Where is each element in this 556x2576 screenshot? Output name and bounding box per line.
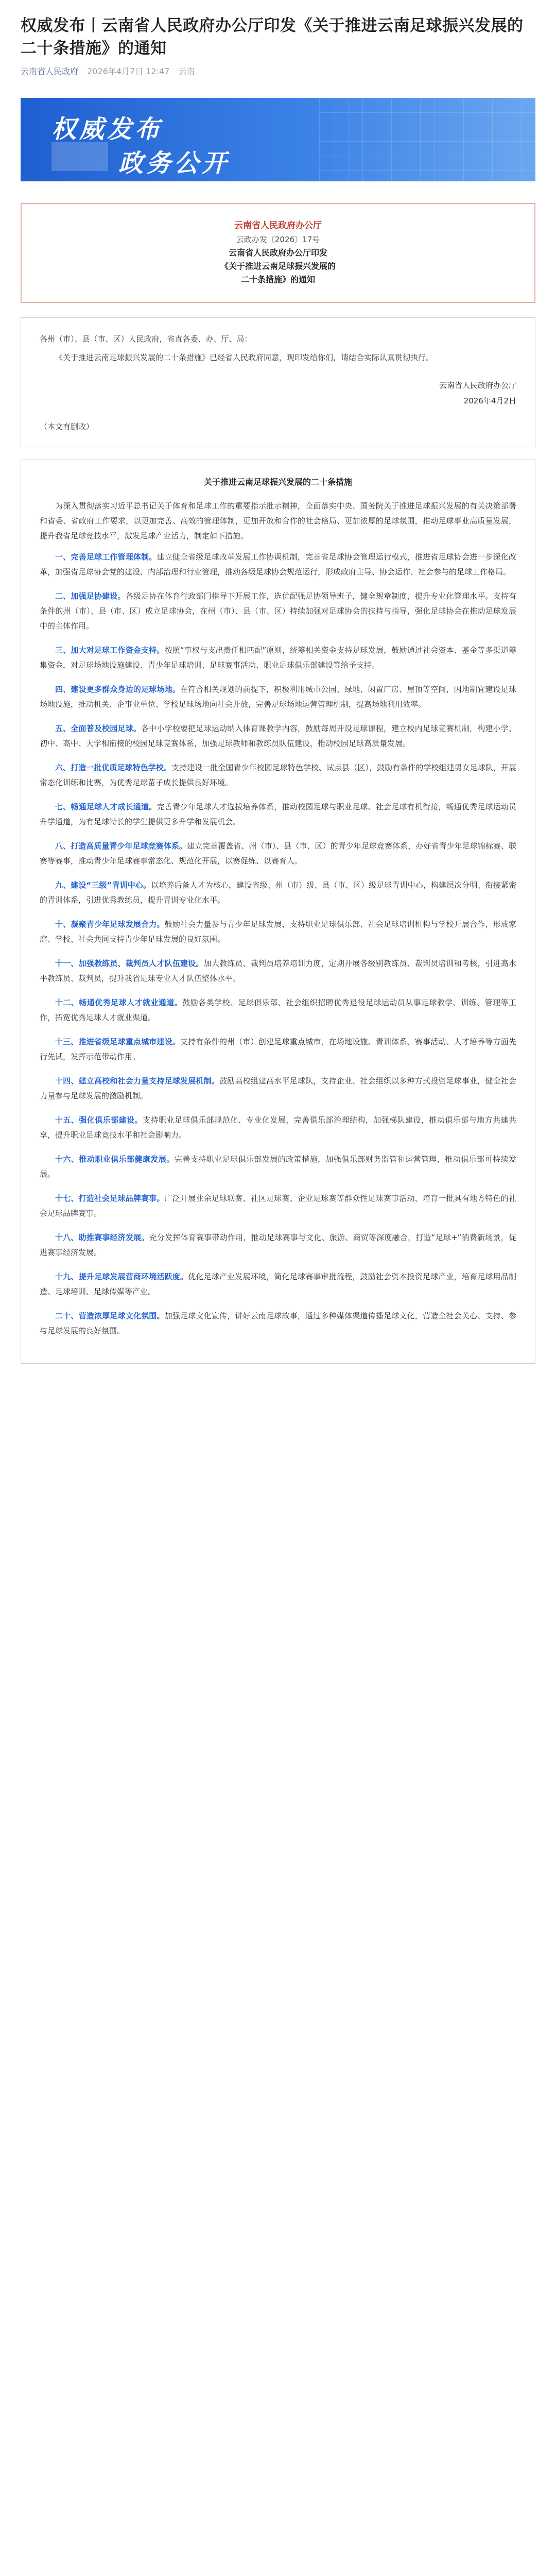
measure-item [40, 1035, 516, 1064]
banner-bar-decoration [51, 142, 108, 171]
article-time: 2026年4月7日 12:47 [87, 66, 170, 76]
measures-list [40, 550, 516, 1338]
measure-item-text: 鼓励各类学校、足球俱乐部、社会组织招聘优秀退役足球运动员从事足球教学、训练、管理等工作，拓宽优秀足球人才就业渠道。 [40, 998, 516, 1022]
measure-item-heading: 三、加大对足球工作资金支持。 [55, 646, 165, 655]
measure-item [40, 956, 516, 986]
document-issuer: 云南省人民政府办公厅 [234, 221, 322, 231]
banner-line-1: 权威发布 [51, 115, 163, 144]
measure-item-text: 支持职业足球俱乐部规范化、专业化发展，完善俱乐部治理结构，加强梯队建设，推动俱乐部与地方共建共享，提升职业足球竞技水平和社会影响力。 [40, 1115, 516, 1140]
notice-body [21, 317, 535, 447]
article-location: 云南 [178, 66, 195, 76]
measure-item-heading: 二、加强足协建设。 [55, 591, 126, 601]
measure-item-heading: 四、建设更多群众身边的足球场地。 [55, 685, 181, 694]
measure-item-heading: 十二、畅通优秀足球人才就业通道。 [55, 998, 183, 1007]
measures-section [21, 460, 535, 1364]
measure-item [40, 682, 516, 712]
measures-title: 关于推进云南足球振兴发展的二十条措施 [203, 477, 352, 487]
notice-date: 2026年4月2日 [463, 396, 516, 405]
measure-item-heading: 十三、推进省级足球重点城市建设。 [55, 1037, 181, 1046]
measure-item-text: 充分发挥体育赛事带动作用，推动足球赛事与文化、旅游、商贸等深度融合，打造“足球+”消费新场景，促进赛事经济发展。 [40, 1233, 516, 1257]
measure-item-heading: 十四、建立高校和社会力量支持足球发展机制。 [55, 1076, 219, 1086]
measure-item [40, 1309, 516, 1338]
document-title-line-3: 二十条措施》的通知 [240, 275, 315, 284]
document-header-card [21, 203, 535, 303]
measure-item [40, 800, 516, 829]
measure-item-heading: 六、打造一批优质足球特色学校。 [55, 763, 171, 772]
measure-item-text: 支持建设一批全国青少年校园足球特色学校、试点县（区），鼓励有条件的学校组建男女足球队，开展常态化训练和比赛，为优秀足球苗子成长提供良好环境。 [40, 763, 516, 787]
measure-item-text: 完善青少年足球人才选拔培养体系，推动校园足球与职业足球、社会足球有机衔接，畅通优秀足球运动员升学通道，为有足球特长的学生提供更多升学和发展机会。 [40, 802, 516, 826]
measure-item [40, 1074, 516, 1104]
measure-item-text: 加大教练员、裁判员培养培训力度，定期开展各级别教练员、裁判员培训和考核，引进高水平教练员、裁判员，提升我省足球专业人才队伍整体水平。 [40, 959, 516, 983]
notice-text: 《关于推进云南足球振兴发展的二十条措施》已经省人民政府同意，现印发给你们，请结合实际认真贯彻执行。 [55, 353, 434, 362]
measure-item-text: 建立健全省级足球改革发展工作协调机制，完善省足球协会管理运行模式，推进省足球协会进一步深化改革，加强省足球协会党的建设、内部治理和行业管理，推动各级足球协会规范运行，形成政府主导、协会运作、社会参与的足球工作格局。 [40, 552, 516, 577]
measure-item-heading: 八、打造高质量青少年足球竞赛体系。 [55, 841, 187, 851]
measure-item-heading: 十八、助推赛事经济发展。 [55, 1233, 149, 1242]
measure-item-heading: 五、全面普及校园足球。 [55, 724, 142, 733]
article-meta [0, 60, 556, 78]
measure-item [40, 643, 516, 673]
measure-item [40, 839, 516, 869]
measure-item-text: 鼓励高校组建高水平足球队，支持企业、社会组织以多种方式投资足球事业，健全社会力量参与足球发展的激励机制。 [40, 1076, 516, 1100]
measure-item [40, 917, 516, 947]
measure-item-text: 完善支持职业足球俱乐部发展的政策措施，加强俱乐部财务监管和运营管理，推动俱乐部可持续发展。 [40, 1155, 516, 1179]
measure-item-text: 以培养后备人才为核心，建设省级、州（市）级、县（市、区）级足球青训中心，构建层次分明、衔接紧密的青训体系，引进优秀教练员，提升青训专业化水平。 [40, 880, 516, 905]
measure-item-text: 按照“事权与支出责任相匹配”原则，统筹相关资金支持足球发展，鼓励通过社会资本、基金等多渠道筹集资金，对足球场地设施建设、青少年足球培训、足球赛事活动、职业足球俱乐部建设等给予支持。 [40, 646, 516, 670]
measure-item-text: 鼓励社会力量参与青少年足球发展，支持职业足球俱乐部、社会足球培训机构与学校开展合作，形成家庭、学校、社会共同支持青少年足球发展的良好氛围。 [40, 920, 516, 944]
measure-item-text: 各中小学校要把足球运动纳入体育课教学内容，鼓励每周开设足球课程，建立校内足球竞赛机制，构建小学、初中、高中、大学相衔接的校园足球竞赛体系，加强足球教师和教练员队伍建设，推动校园足球高质量发展。 [40, 724, 516, 748]
measure-item-heading: 七、畅通足球人才成长通道。 [55, 802, 157, 811]
document-number: 云政办发〔2026〕17号 [236, 235, 320, 244]
measure-item [40, 760, 516, 790]
measure-item-text: 优化足球产业发展环境，简化足球赛事审批流程，鼓励社会资本投资足球产业，培育足球用品制造、足球培训、足球传媒等产业。 [40, 1272, 516, 1296]
measure-item [40, 550, 516, 580]
notice-signer: 云南省人民政府办公厅 [439, 381, 516, 390]
measure-item-heading: 十九、提升足球发展营商环境活跃度。 [55, 1272, 188, 1281]
measure-item-heading: 十、凝聚青少年足球发展合力。 [55, 920, 165, 929]
notice-recipients: 各州（市）、县（市、区）人民政府，省直各委、办、厅、局： [40, 334, 252, 344]
banner-grid-decoration [319, 98, 535, 181]
authority-banner [21, 98, 535, 181]
measure-item [40, 1230, 516, 1260]
measure-item [40, 1152, 516, 1182]
measure-item-text: 在符合相关规划的前提下，积极利用城市公园、绿地、闲置厂房、屋顶等空间，因地制宜建设足球场地设施，推动机关、企事业单位、学校足球场地向社会开放，完善足球场地运营管理机制，提高场地利用效率。 [40, 685, 516, 709]
document-title-line-2: 《关于推进云南足球振兴发展的 [220, 261, 336, 271]
article-title: 权威发布丨云南省人民政府办公厅印发《关于推进云南足球振兴发展的二十条措施》的通知 [21, 16, 524, 58]
measure-item [40, 721, 516, 751]
document-title-line-1: 云南省人民政府办公厅印发 [228, 248, 327, 258]
measure-item-heading: 九、建设“三级”青训中心。 [55, 880, 151, 890]
measure-item-text: 广泛开展业余足球联赛、社区足球赛、企业足球赛等群众性足球赛事活动，培育一批具有地方特色的社会足球品牌赛事。 [40, 1194, 516, 1218]
measure-item-heading: 十六、推动职业俱乐部健康发展。 [55, 1155, 175, 1164]
measures-intro: 为深入贯彻落实习近平总书记关于体育和足球工作的重要指示批示精神，全面落实中央、国务院关于推进足球振兴发展的有关决策部署和省委、省政府工作要求，以更加完善、高效的管理体制，更加开放和合作的社会格局、更加浓厚的足球氛围，推动足球事业高质量发展，提升我省足球竞技水平，激发足球产业活力，制定如下措施。 [40, 501, 516, 540]
notice-edit-note: （本文有删改） [40, 422, 94, 431]
banner-line-2: 政务公开 [118, 149, 230, 178]
article-source-link[interactable]: 云南省人民政府 [21, 66, 79, 76]
measure-item [40, 1191, 516, 1221]
measure-item-text: 支持有条件的州（市）创建足球重点城市，在场地设施、青训体系、赛事活动、人才培养等方面先行先试，发挥示范带动作用。 [40, 1037, 516, 1061]
measure-item [40, 1113, 516, 1143]
measure-item-heading: 十五、强化俱乐部建设。 [55, 1115, 143, 1125]
measure-item [40, 589, 516, 634]
measure-item-text: 各级足协在体育行政部门指导下开展工作，选优配强足协领导班子，健全规章制度，提升专业化管理水平。支持有条件的州（市）、县（市、区）成立足球协会，在州（市）、县（市、区）持续加强对足球协会的扶持与指导，强化足球协会在推动足球发展中的主体作用。 [40, 591, 516, 631]
measure-item-heading: 二十、营造浓厚足球文化氛围。 [55, 1311, 165, 1320]
measure-item-heading: 十一、加强教练员、裁判员人才队伍建设。 [55, 959, 204, 968]
measure-item [40, 878, 516, 908]
measure-item [40, 995, 516, 1025]
measure-item [40, 1269, 516, 1299]
measure-item-text: 建立完善覆盖省、州（市）、县（市、区）的青少年足球竞赛体系，办好省青少年足球锦标赛、联赛等赛事，推动青少年足球赛事常态化、规范化开展，以赛促练、以赛育人。 [40, 841, 516, 866]
measure-item-heading: 一、完善足球工作管理体制。 [55, 552, 157, 562]
measure-item-heading: 十七、打造社会足球品牌赛事。 [55, 1194, 165, 1203]
measure-item-text: 加强足球文化宣传，讲好云南足球故事，通过多种媒体渠道传播足球文化，营造全社会关心、支持、参与足球发展的良好氛围。 [40, 1311, 516, 1335]
